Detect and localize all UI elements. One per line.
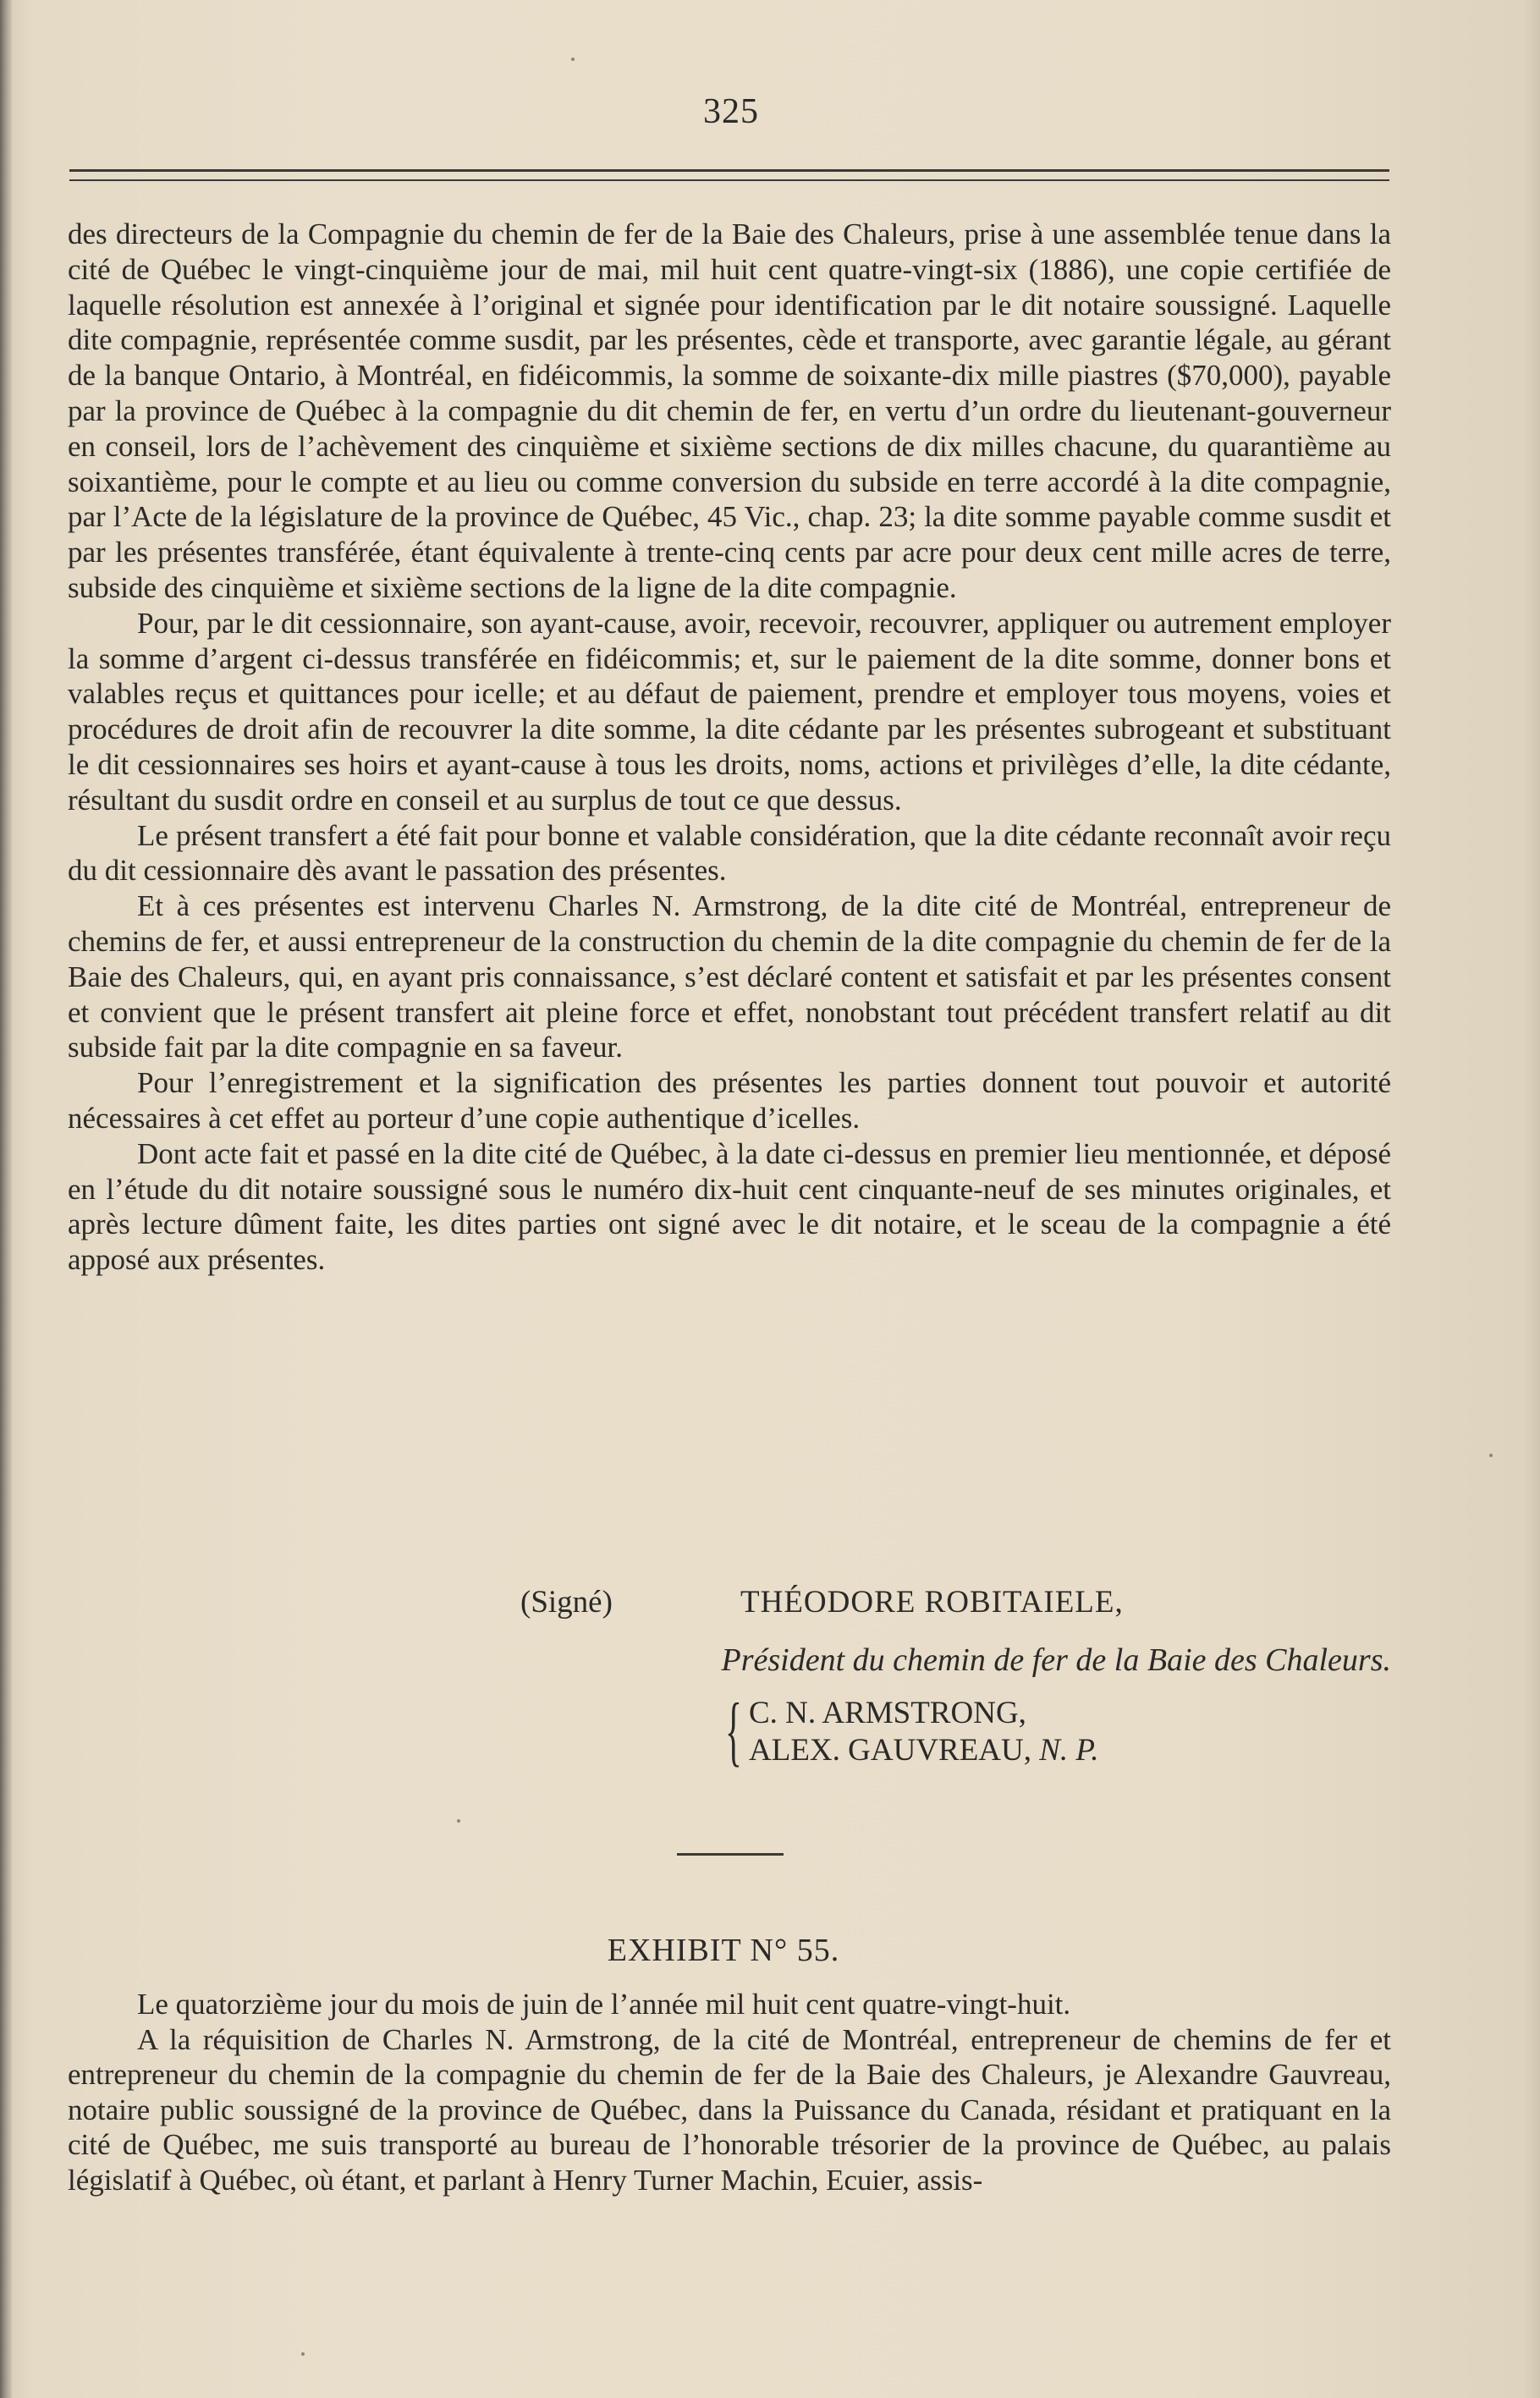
body-text-top [68,217,1391,1278]
paragraph: Et à ces présentes est intervenu Charles N. Armstrong, de la dite cité de Montréal, entrepreneur de chemins de fer, et aussi entrepreneur de la construction du chemin de la dite compagnie du chemin de fer de la Baie des Chaleurs, qui, en ayant pris connaissance, s’est déclaré content et satisfait et par les présentes consent et convient que le présent transfert ait pleine force et effet, nonobstant tout précédent transfert relatif au dit subside fait par la dite compagnie en sa faveur. [68,889,1391,1064]
notary-abbrev: N. P. [1039,1733,1099,1768]
page-binding-edge [0,0,12,2398]
paragraph: Le présent transfert a été fait pour bonne et valable considération, que la dite cédante reconnaît avoir reçu du dit cessionnaire dès avant le passation des présentes. [68,818,1391,888]
signatory-name: THÉODORE ROBITAIELE, [740,1585,1124,1620]
witness-armstrong: C. N. ARMSTRONG, [749,1696,1026,1730]
paragraph: Dont acte fait et passé en la dite cité de Québec, à la date ci-dessus en premier lieu mentionnée, et déposé en l’étude du dit notaire soussigné sous le numéro dix-huit cent cinquante-neuf de ses minutes originales, et après lecture dûment faite, les dites parties ont signé avec le dit notaire, et le sceau de la compagnie a été apposé aux présentes. [68,1136,1391,1277]
paper-speck [1489,1454,1493,1457]
header-rule-secondary [69,179,1389,181]
paragraph: A la réquisition de Charles N. Armstrong, de la cité de Montréal, entrepreneur de chemins de fer et entrepreneur du chemin de la compagnie du chemin de fer de la Baie des Chaleurs, je Alexandre Gauvreau, notaire public soussigné de la province de Québec, dans la Puissance du Canada, résidant et pratiquant en la cité de Québec, me suis transporté au bureau de l’honorable trésorier de la province de Québec, au palais législatif à Québec, où étant, et parlant à Henry Turner Machin, Ecuier, assis- [68,2022,1391,2197]
body-text-bottom [68,1987,1391,2197]
paper-speck [571,58,575,61]
witness-block [725,1687,1099,1774]
signe-label: (Signé) [520,1585,613,1620]
witness-gauvreau [749,1732,1099,1769]
paper-speck [457,1819,460,1823]
brace-glyph: { [725,1687,742,1774]
page-number: 325 [703,92,759,131]
paragraph: des directeurs de la Compagnie du chemin de fer de la Baie des Chaleurs, prise à une assemblée tenue dans la cité de Québec le vingt-cinquième jour de mai, mil huit cent quatre-vingt-six (1886), une copie certifiée de laquelle résolution est annexée à l’original et signée pour identification par le dit notaire soussigné. Laquelle dite compagnie, représentée comme susdit, par les présentes, cède et transporte, avec garantie légale, au gérant de la banque Ontario, à Montréal, en fidéicommis, la somme de soixante-dix mille piastres ($70,000), payable par la province de Québec à la compagnie du dit chemin de fer, en vertu d’un ordre du lieutenant-gouverneur en conseil, lors de l’achèvement des cinquième et sixième sections de dix milles chacune, du quarantième au soixantième, pour le compte et au lieu ou comme conversion du subside en terre accordé à la dite compagnie, par l’Acte de la législature de la province de Québec, 45 Vic., chap. 23; la dite somme payable comme susdit et par les présentes transférée, étant équivalente à trente-cinq cents par acre pour deux cent mille acres de terre, subside des cinquième et sixième sections de la ligne de la dite compagnie. [68,217,1391,604]
witness-gauvreau-name: ALEX. GAUVREAU, [749,1733,1031,1768]
exhibit-heading: EXHIBIT N° 55. [607,1933,840,1968]
paragraph: Le quatorzième jour du mois de juin de l’année mil huit cent quatre-vingt-huit. [137,1988,1071,2021]
paragraph: Pour, par le dit cessionnaire, son ayant-cause, avoir, recevoir, recouvrer, appliquer ou autrement employer la somme d’argent ci-dessus transférée en fidéicommis; et, sur le paiement de la dite somme, donner bons et valables reçus et quittances pour icelle; et au défaut de paiement, prendre et employer tous moyens, voies et procédures de droit afin de recouvrer la dite somme, la dite cédante par les présentes subrogeant et substituant le dit cessionnaires ses hoirs et ayant-cause à tous les droits, noms, actions et privilèges d’elle, la dite cédante, résultant du susdit ordre en conseil et au surplus de tout ce que dessus. [68,606,1391,817]
signatory-title: Président du chemin de fer de la Baie des Chaleurs. [721,1642,1391,1678]
paper-speck [301,2352,305,2356]
section-separator [677,1853,784,1856]
paragraph: Pour l’enregistrement et la signification des présentes les parties donnent tout pouvoir et autorité nécessaires à cet effet au porteur d’une copie authentique d’icelles. [68,1066,1391,1135]
header-rule [69,169,1389,172]
